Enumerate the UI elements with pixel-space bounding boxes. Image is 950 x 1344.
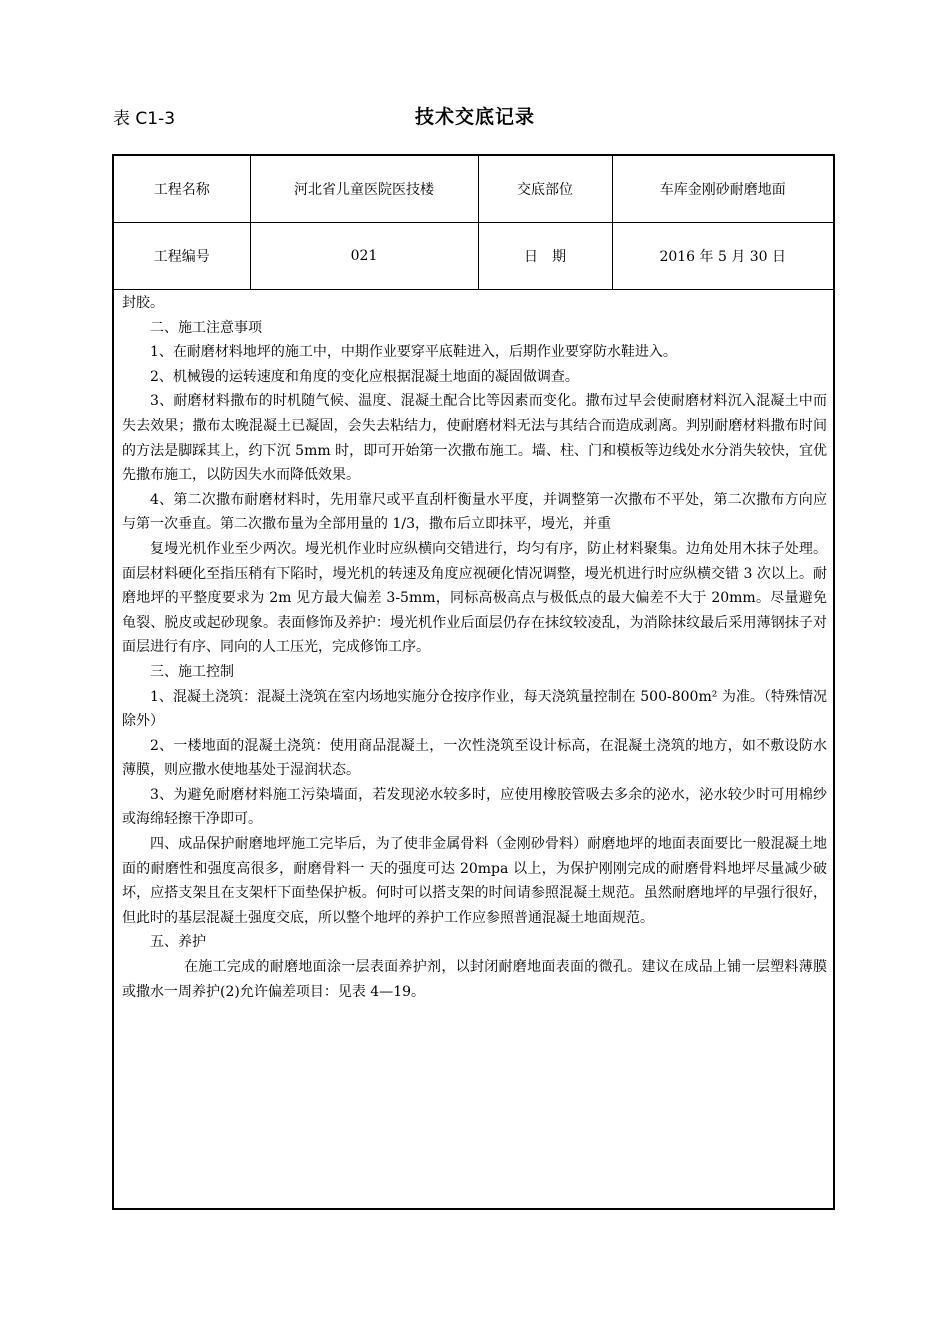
project-no-value: 021 bbox=[250, 223, 478, 290]
project-name-value: 河北省儿童医院医技楼 bbox=[250, 156, 478, 223]
date-value: 2016 年 5 月 30 日 bbox=[612, 223, 833, 290]
paragraph: 3、为避免耐磨材料施工污染墙面，若发现泌水较多时，应使用橡胶管吸去多余的泌水，泌水较少时可用棉纱或海绵轻擦干净即可。 bbox=[122, 786, 827, 828]
section-heading: 五、养护 bbox=[150, 934, 206, 951]
project-no-label: 工程编号 bbox=[114, 223, 250, 290]
paragraph: 1、混凝土浇筑：混凝土浇筑在室内场地实施分仓按序作业，每天浇筑量控制在 500-800m² 为准。（特殊情况除外） bbox=[122, 688, 827, 730]
table-row bbox=[114, 223, 833, 290]
section-heading: 三、施工控制 bbox=[150, 663, 234, 680]
paragraph: 4、第二次撒布耐磨材料时，先用靠尺或平直刮杆衡量水平度，并调整第一次撒布不平处，第二次撒布方向应与第一次垂直。第二次撒布量为全部用量的 1/3，撒布后立即抹平，墁光，并重 bbox=[122, 491, 827, 533]
project-name-label: 工程名称 bbox=[114, 156, 250, 223]
paragraph: 封胶。 bbox=[122, 295, 164, 311]
location-value: 车库金刚砂耐磨地面 bbox=[612, 156, 833, 223]
location-label: 交底部位 bbox=[478, 156, 612, 223]
project-info-table bbox=[114, 156, 833, 290]
document-title: 技术交底记录 bbox=[414, 106, 535, 128]
paragraph: 2、一楼地面的混凝土浇筑：使用商品混凝土，一次性浇筑至设计标高，在混凝土浇筑的地方，如不敷设防水薄膜，则应撒水使地基处于湿润状态。 bbox=[122, 737, 827, 779]
paragraph: 3、耐磨材料撒布的时机随气候、温度、混凝土配合比等因素而变化。撒布过早会使耐磨材料沉入混凝土中而失去效果；撒布太晚混凝土已凝固，会失去粘结力，使耐磨材料无法与其结合而造成剥离。判别耐磨材料撒布时间的方法是脚踩其上，约下沉 5mm 时，即可开始第一次撒布施工。墙、柱、门和模板等边线处水分消失较快，宜优先撒布施工，以防因失水而降低效果。 bbox=[122, 393, 827, 484]
paragraph: 2、机械镘的运转速度和角度的变化应根据混凝土地面的凝固做调查。 bbox=[150, 368, 579, 385]
paragraph: 复墁光机作业至少两次。墁光机作业时应纵横向交错进行，均匀有序，防止材料聚集。边角处用木抹子处理。面层材料硬化至指压稍有下陷时，墁光机的转速及角度应视硬化情况调整，墁光机进行时应纵横交错 3 次以上。耐磨地坪的平整度要求为 2m 见方最大偏差 3-5mm，同标高极高点与极低点的最大偏差不大于 20mm。尽量避免龟裂、脱皮或起砂现象。表面修饰及养护：墁光机作业后面层仍存在抹纹较凌乱，为消除抹纹最后采用薄钢抹子对面层进行有序、同向的人工压光，完成修饰工序。 bbox=[122, 540, 827, 656]
section-heading: 二、施工注意事项 bbox=[150, 319, 262, 336]
form-code: 表 C1-3 bbox=[113, 109, 176, 129]
paragraph: 四、成品保护耐磨地坪施工完毕后，为了使非金属骨料（金刚砂骨料）耐磨地坪的地面表面要比一般混凝土地面的耐磨性和强度高很多，耐磨骨料一 天的强度可达 20mpa 以上，为保护刚刚完成的耐磨骨料地坪尽量减少破坏，应搭支架且在支架杆下面垫保护板。何时可以搭支架的时间请参照混凝土规范。虽然耐磨地坪的早强行很好，但此时的基层混凝土强度交底，所以整个地坪的养护工作应参照普通混凝土地面规范。 bbox=[122, 836, 827, 926]
date-label: 日 期 bbox=[478, 223, 612, 290]
table-row bbox=[114, 156, 833, 223]
record-form bbox=[112, 154, 835, 1210]
disclosure-content bbox=[114, 291, 833, 1004]
paragraph: 1、在耐磨材料地坪的施工中，中期作业要穿平底鞋进入，后期作业要穿防水鞋进入。 bbox=[150, 344, 677, 361]
paragraph: 在施工完成的耐磨地面涂一层表面养护剂，以封闭耐磨地面表面的微孔。建议在成品上铺一层塑料薄膜或撒水一周养护(2)允许偏差项目：见表 4—19。 bbox=[122, 959, 827, 1000]
